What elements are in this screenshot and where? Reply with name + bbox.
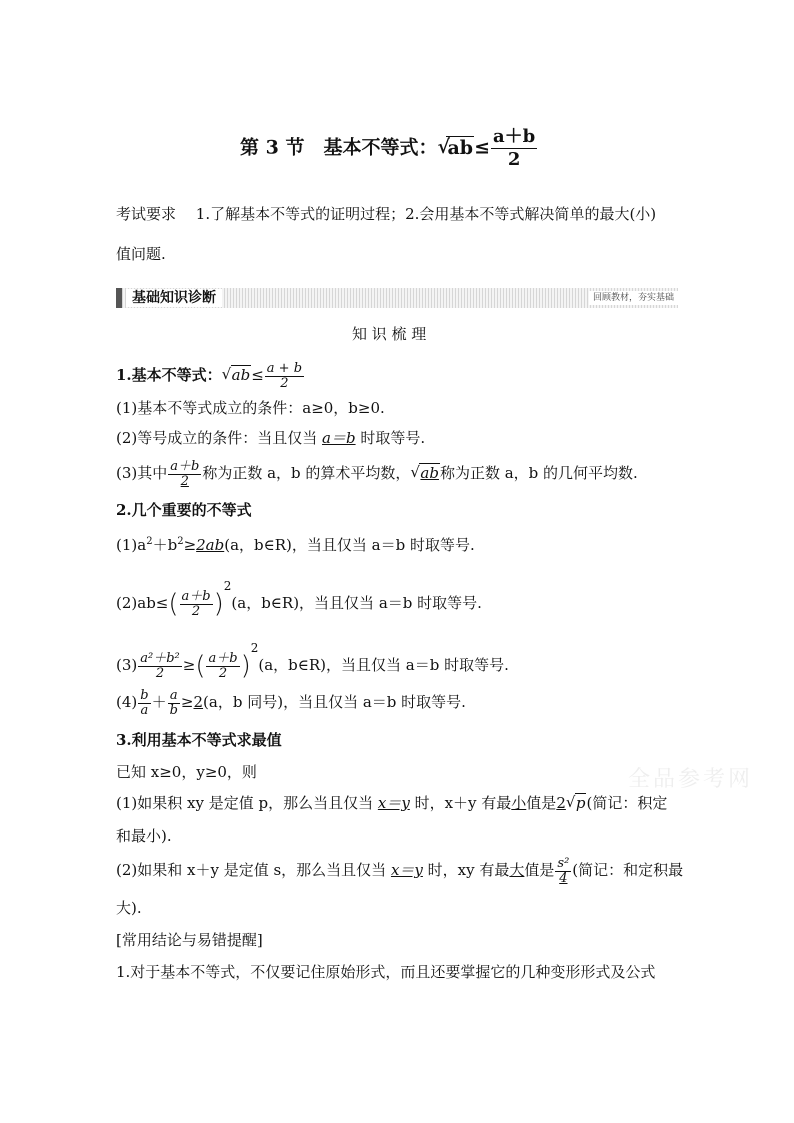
p3-item-2-fraction [555, 857, 571, 886]
p1-frac-num: a + b [266, 360, 303, 376]
title-leq: ≤ [474, 136, 490, 159]
p4-item-1: 1.对于基本不等式，不仅要记住原始形式，而且还要掌握它的几种变形形式及公式 [116, 963, 656, 981]
p2-item-3-b: ≥ [182, 656, 196, 674]
p3-item-2-a: (2)如果和 x＋y 是定值 s，那么当且仅当 [116, 861, 391, 879]
p2-heading: 2.几个重要的不等式 [116, 501, 252, 519]
p3-item-2 [116, 852, 683, 888]
p3-item-2-e: 值是 [524, 861, 555, 879]
p3-item-2-cont: 大). [116, 899, 142, 917]
banner-subtitle: 回顾教材，夯实基础 [589, 291, 678, 305]
p1-item-2-a: (2)等号成立的条件：当且仅当 [116, 429, 323, 447]
p2-item-1-sup2: 2 [177, 536, 184, 547]
p2-item-1-blank: 2ab [196, 536, 225, 554]
p2-item-3-num2: a＋b [208, 650, 238, 666]
p1-item-3-den: 2 [180, 473, 189, 489]
p3-item-1-e: 值是 [526, 794, 557, 812]
title-sqrt [437, 131, 474, 165]
p2-item-4-plus: ＋ [151, 693, 167, 711]
p2-item-2 [116, 566, 482, 624]
p1-heading-line [116, 358, 305, 392]
p1-item-3-a: (3)其中 [116, 464, 168, 482]
p2-item-1-b: ＋b [152, 536, 178, 554]
p2-item-4-num1: b [140, 687, 149, 703]
p3-item-1 [116, 790, 667, 816]
p2-item-3-fraction-1 [138, 652, 182, 681]
p2-item-2-b: (a，b∈R)，当且仅当 a＝b 时取等号. [231, 594, 482, 612]
p3-item-1-cont: 和最小). [116, 827, 172, 845]
p3-item-2-num: s² [557, 855, 570, 871]
p2-item-4-den2: b [169, 702, 178, 718]
left-paren-icon: ( [168, 589, 179, 619]
p3-item-1-f: 2 [556, 794, 566, 812]
p1-item-3-num: a＋b [170, 458, 200, 474]
p1-item-3-fraction [168, 460, 201, 489]
p3-item-1-radicand: p [575, 794, 586, 812]
p2-item-2-fraction [180, 590, 213, 619]
watermark: 全品参考网 [628, 767, 754, 792]
p3-item-1-c: 时，x＋y 有最 [409, 794, 512, 812]
p4-heading: [常用结论与易错提醒] [116, 931, 263, 949]
p3-item-2-blank-2: 大 [509, 861, 525, 879]
banner-bar-icon [116, 288, 122, 308]
sqrt-sign-icon: √ [437, 135, 450, 158]
p3-given: 已知 x≥0，y≥0，则 [116, 763, 257, 781]
p1-frac-den: 2 [280, 375, 289, 391]
p1-fraction [265, 362, 304, 391]
p3-item-2-blank-1: x＝y [390, 861, 423, 879]
p2-item-2-den: 2 [191, 603, 201, 619]
requirement-line-1 [116, 204, 656, 224]
p2-item-4-a: (4) [116, 693, 138, 711]
p2-item-1-e: (a，b∈R)，当且仅当 a＝b 时取等号. [224, 536, 475, 554]
p3-item-1-sqrt [566, 790, 587, 816]
p3-heading: 3.利用基本不等式求最值 [116, 731, 282, 749]
sqrt-sign-icon: √ [565, 793, 576, 811]
title-fraction [491, 126, 537, 171]
requirement-line-2: 值问题. [116, 245, 166, 263]
p1-item-2-c: 时取等号. [355, 429, 426, 447]
p1-leq: ≤ [251, 366, 264, 384]
p3-item-1-blank-1: x＝y [377, 794, 410, 812]
title-frac-den: 2 [507, 149, 521, 170]
p2-item-4-den1: a [140, 702, 149, 718]
p2-item-3-c: (a，b∈R)，当且仅当 a＝b 时取等号. [258, 656, 509, 674]
p2-item-4-num2: a [169, 687, 178, 703]
p1-sqrt [222, 358, 252, 392]
p2-item-4-blank: 2 [193, 693, 204, 711]
p1-heading: 1.基本不等式： [116, 366, 222, 384]
section-title: 知 识 梳 理 [352, 325, 427, 343]
p2-item-3-sup: 2 [250, 641, 259, 655]
p2-item-1-a: (1)a [116, 536, 147, 554]
p2-item-3-den1: 2 [155, 665, 165, 681]
p2-item-3-den2: 2 [218, 665, 228, 681]
p1-item-3-radicand: ab [420, 464, 439, 482]
p1-item-3-c: 称为正数 a，b 的几何平均数. [439, 464, 638, 482]
title-radicand: ab [447, 136, 474, 159]
p2-item-2-num: a＋b [181, 588, 211, 604]
requirement-item-1: 1.了解基本不等式的证明过程； [195, 205, 406, 223]
p1-item-1: (1)基本不等式成立的条件：a≥0，b≥0. [116, 399, 385, 417]
p2-item-2-sup: 2 [223, 579, 232, 593]
p2-item-4 [116, 684, 466, 720]
p3-item-1-blank-2: 小 [511, 794, 527, 812]
title-frac-num: a＋b [492, 126, 536, 147]
p2-item-1 [116, 532, 475, 555]
p2-item-1-sup1: 2 [146, 536, 153, 547]
left-paren-icon: ( [195, 651, 206, 681]
p3-item-1-a: (1)如果积 xy 是定值 p，那么当且仅当 [116, 794, 378, 812]
p2-item-3-a: (3) [116, 656, 138, 674]
p2-item-2-a: (2)ab≤ [116, 594, 169, 612]
p1-item-3-b: 称为正数 a，b 的算术平均数， [202, 464, 411, 482]
title-prefix: 第 3 节 基本不等式： [240, 136, 438, 159]
p3-item-1-g: (简记：积定 [586, 794, 668, 812]
p3-item-2-den: 4 [559, 870, 568, 886]
p1-item-2 [116, 428, 425, 448]
p3-item-2-f: (简记：和定积最 [572, 861, 684, 879]
p1-item-2-blank: a＝b [322, 429, 356, 447]
p2-item-3 [116, 628, 509, 686]
banner-title: 基础知识诊断 [126, 289, 222, 307]
p3-item-2-c: 时，xy 有最 [422, 861, 510, 879]
section-banner [116, 288, 678, 308]
p2-item-1-c: ≥ [183, 536, 197, 554]
p1-item-3 [116, 456, 638, 490]
p2-item-4-d: (a，b 同号)，当且仅当 a＝b 时取等号. [203, 693, 466, 711]
page-title [240, 126, 538, 171]
p2-item-4-b: ≥ [180, 693, 194, 711]
p2-item-3-num1: a²＋b² [140, 650, 180, 666]
p3-item-1-blank-3 [556, 794, 586, 812]
right-paren-icon: ) [240, 651, 251, 681]
p2-item-3-fraction-2 [206, 652, 239, 681]
p1-item-3-sqrt [410, 456, 440, 490]
p2-item-4-fraction-2 [168, 689, 180, 718]
p2-item-4-fraction-1 [138, 689, 150, 718]
requirement-item-2: 2.会用基本不等式解决简单的最大(小) [405, 205, 657, 223]
right-paren-icon: ) [213, 589, 224, 619]
p1-radicand: ab [231, 366, 251, 384]
sqrt-sign-icon: √ [221, 365, 232, 383]
sqrt-sign-icon: √ [410, 463, 420, 481]
requirement-label: 考试要求 [116, 205, 177, 223]
